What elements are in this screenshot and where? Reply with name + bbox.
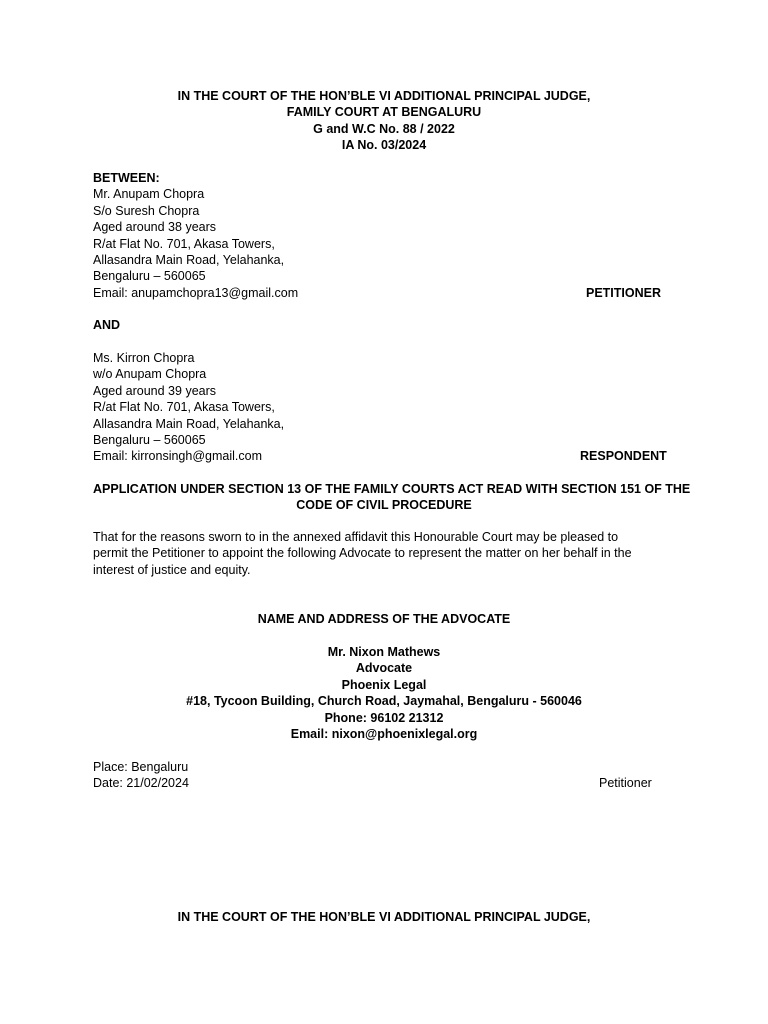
- advocate-details: [93, 644, 675, 742]
- next-page-heading: [93, 909, 675, 925]
- petitioner-age: Aged around 38 years: [93, 220, 217, 235]
- body-paragraph-line-1: That for the reasons sworn to in the annexed affidavit this Honourable Court may be pleased to: [93, 530, 619, 544]
- court-heading-line-1: IN THE COURT OF THE HON’BLE VI ADDITIONAL PRINCIPAL JUDGE,: [177, 89, 591, 103]
- petitioner-relation: S/o Suresh Chopra: [93, 203, 200, 218]
- petitioner-address-3: Bengaluru – 560065: [93, 269, 206, 284]
- advocate-name: Mr. Nixon Mathews: [327, 645, 441, 659]
- and-separator: [93, 317, 675, 333]
- respondent-address-1: R/at Flat No. 701, Akasa Towers,: [93, 400, 275, 415]
- respondent-email: Email: kirronsingh@gmail.com: [93, 449, 262, 464]
- court-heading: [93, 88, 675, 154]
- advocate-phone: Phone: 96102 21312: [324, 710, 444, 725]
- and-label: AND: [93, 318, 121, 332]
- advocate-section-title: [93, 611, 675, 627]
- between-label: BETWEEN:: [93, 171, 160, 185]
- advocate-address: #18, Tycoon Building, Church Road, Jaymahal, Bengaluru - 560046: [186, 694, 582, 709]
- petitioner-name: Mr. Anupam Chopra: [93, 187, 205, 202]
- ia-number: IA No. 03/2024: [341, 138, 427, 153]
- application-title-line-1: APPLICATION UNDER SECTION 13 OF THE FAMILY COURTS ACT READ WITH SECTION 151 OF THE: [93, 482, 691, 496]
- advocate-title: Advocate: [355, 661, 413, 676]
- date-row: [93, 775, 675, 791]
- body-paragraph-line-3: interest of justice and equity.: [93, 562, 251, 577]
- respondent-address-3: Bengaluru – 560065: [93, 433, 206, 448]
- court-heading-line-2: FAMILY COURT AT BENGALURU: [286, 105, 482, 120]
- next-page-heading-line-1: IN THE COURT OF THE HON’BLE VI ADDITIONAL PRINCIPAL JUDGE,: [177, 910, 591, 924]
- advocate-email: Email: nixon@phoenixlegal.org: [290, 727, 478, 742]
- application-title: [93, 481, 691, 514]
- body-paragraph-line-2: permit the Petitioner to appoint the following Advocate to represent the matter on her behalf in the: [93, 546, 632, 561]
- respondent-email-row: [93, 448, 675, 464]
- respondent-age: Aged around 39 years: [93, 383, 217, 398]
- respondent-block: [93, 350, 675, 465]
- petitioner-signature-label: Petitioner: [599, 776, 652, 791]
- date-text: Date: 21/02/2024: [93, 776, 189, 791]
- advocate-section-title-text: NAME AND ADDRESS OF THE ADVOCATE: [257, 612, 511, 626]
- respondent-name: Ms. Kirron Chopra: [93, 351, 195, 365]
- place-date-block: [93, 759, 675, 792]
- petitioner-email: Email: anupamchopra13@gmail.com: [93, 285, 299, 300]
- petitioner-role-label: PETITIONER: [586, 285, 662, 300]
- place-text: Place: Bengaluru: [93, 760, 189, 774]
- respondent-address-2: Allasandra Main Road, Yelahanka,: [93, 416, 285, 431]
- petitioner-email-row: [93, 285, 675, 301]
- case-number: G and W.C No. 88 / 2022: [313, 121, 455, 136]
- respondent-role-label: RESPONDENT: [580, 449, 667, 464]
- application-title-line-2: CODE OF CIVIL PROCEDURE: [296, 498, 472, 513]
- petitioner-block: [93, 170, 675, 301]
- advocate-firm: Phoenix Legal: [341, 677, 427, 692]
- petitioner-address-1: R/at Flat No. 701, Akasa Towers,: [93, 236, 275, 251]
- respondent-relation: w/o Anupam Chopra: [93, 367, 207, 382]
- petitioner-address-2: Allasandra Main Road, Yelahanka,: [93, 253, 285, 268]
- body-paragraph: [93, 529, 675, 578]
